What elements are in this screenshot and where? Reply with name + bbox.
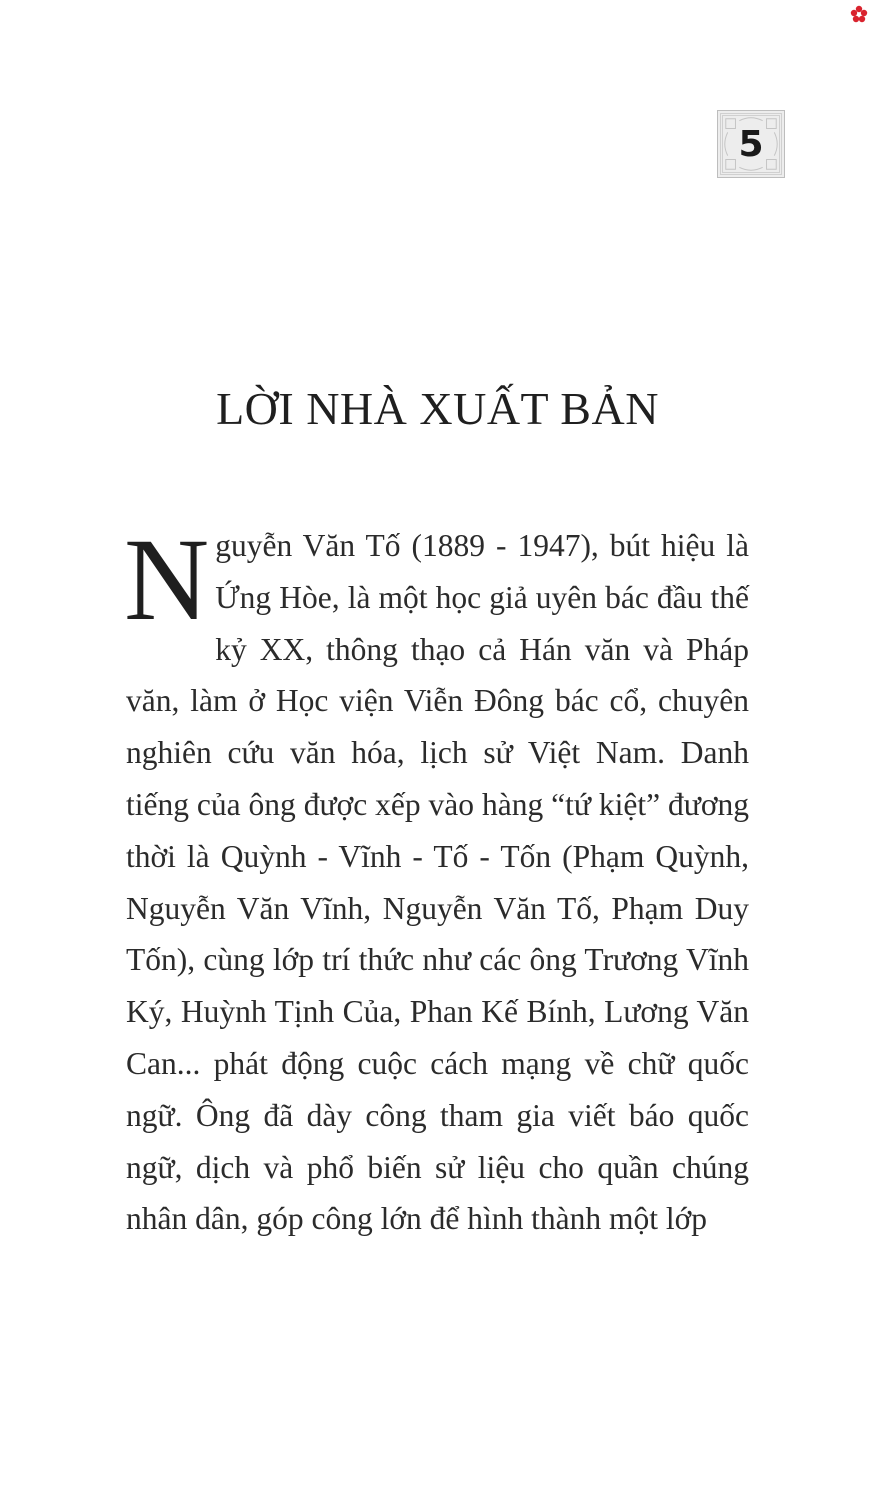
page-number-badge [717, 110, 785, 178]
paragraph-text: guyễn Văn Tố (1889 - 1947), bút hiệu là Ứng Hòe, là một học giả uyên bác đầu thế kỷ XX, thông thạo cả Hán văn và Pháp văn, làm ở Học viện Viễn Đông bác cổ, chuyên nghiên cứu văn hóa, lịch sử Việt Nam. Danh tiếng của ông được xếp vào hàng “tứ kiệt” đương thời là Quỳnh - Vĩnh - Tố - Tốn (Phạm Quỳnh, Nguyễn Văn Vĩnh, Nguyễn Văn Tố, Phạm Duy Tốn), cùng lớp trí thức như các ông Trương Vĩnh Ký, Huỳnh Tịnh Của, Phan Kế Bính, Lương Văn Can... phát động cuộc cách mạng về chữ quốc ngữ. Ông đã dày công tham gia viết báo quốc ngữ, dịch và phổ biến sử liệu cho quần chúng nhân dân, góp công lớn để hình thành một lớp [126, 528, 749, 1237]
page-title: LỜI NHÀ XUẤT BẢN [216, 383, 659, 434]
body-paragraph [124, 514, 749, 1245]
flower-ornament-icon [849, 4, 869, 24]
page-number: 5 [738, 123, 764, 165]
drop-cap: N [124, 514, 210, 645]
